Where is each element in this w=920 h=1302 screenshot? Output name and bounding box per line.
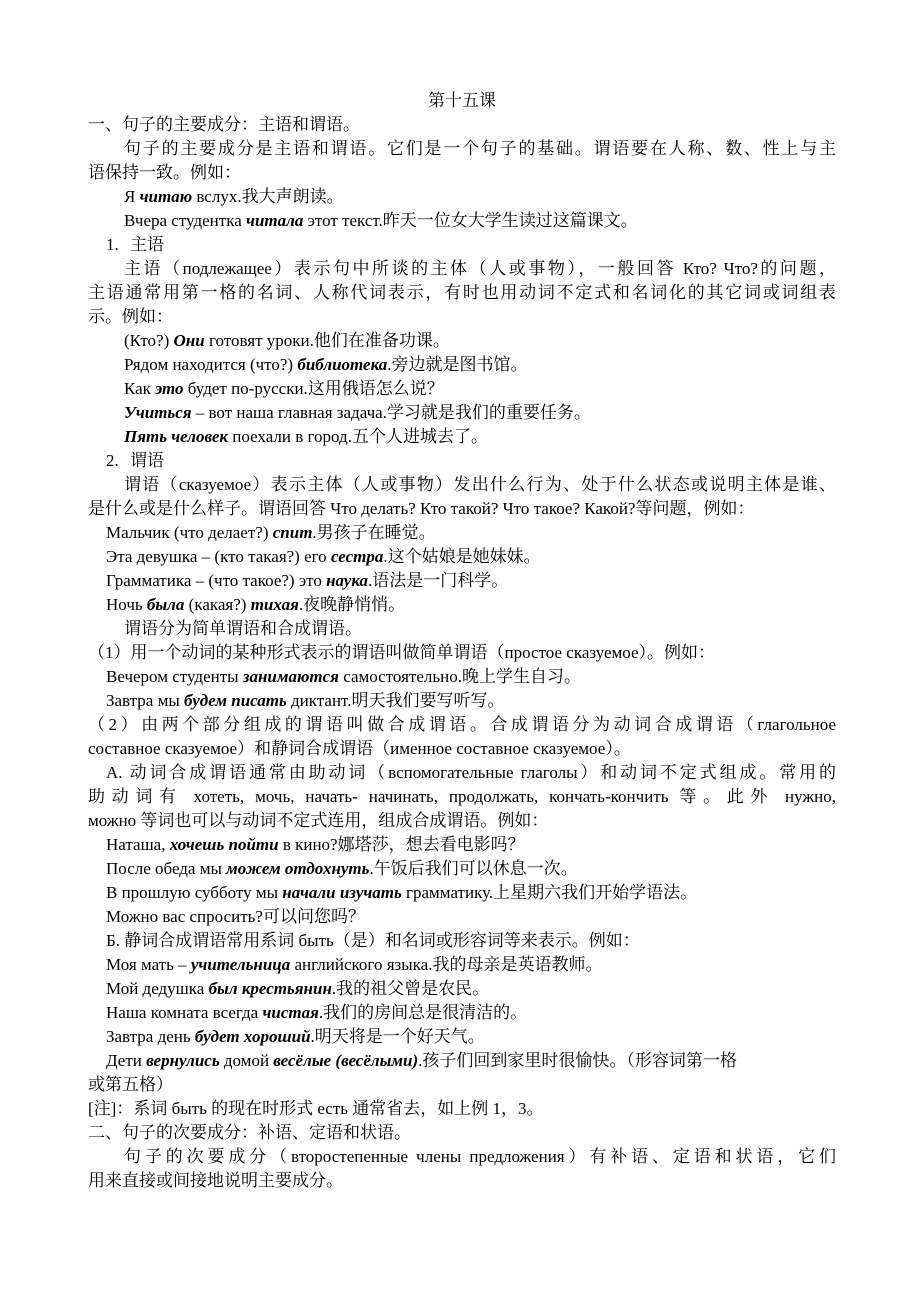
paragraph-line: 主语（подлежащее）表示句中所谈的主体（人或事物），一般回答 Кто? Что?的问题， [124,259,836,278]
example-sentence: Ночь была (какая?) тихая.夜晚静悄悄。 [106,595,406,614]
paragraph-line: 句子的主要成分是主语和谓语。它们是一个句子的基础。谓语要在人称、数、性上与主 [124,139,836,158]
paragraph-line: 句子的次要成分（второстепенные члены предложения）有补语、定语和状语，它们 [124,1147,836,1166]
subsection-heading: 2. 谓语 [106,451,164,470]
example-sentence: Дети вернулись домой весёлые (весёлыми).孩子们回到家里时很愉快。（形容词第一格 [106,1051,737,1070]
paragraph-line: 主语通常用第一格的名词、人称代词表示，有时也用动词不定式和名词化的其它词或词组表 [88,283,836,302]
subsection-heading: 1. 主语 [106,235,164,254]
example-sentence: Наташа, хочешь пойти в кино?娜塔莎，想去看电影吗？ [106,835,525,854]
paragraph-line: A. 动词合成谓语通常由助动词（вспомогательные глаголы）和动词不定式组成。常用的 [106,763,836,782]
example-sentence: В прошлую субботу мы начали изучать грамматику.上星期六我们开始学语法。 [106,883,698,902]
note: [注]：系词 быть 的现在时形式 есть 通常省去，如上例 1，3。 [88,1099,544,1118]
section-heading: 一、句子的主要成分：主语和谓语。 [88,115,360,134]
example-sentence: Завтра мы будем писать диктант.明天我们要写听写。 [106,691,505,710]
paragraph-line: составное сказуемое）和静词合成谓语（именное составное сказуемое）。 [88,739,631,758]
example-sentence: Эта девушка – (кто такая?) его сестра.这个姑娘是她妹妹。 [106,547,541,566]
example-sentence: Грамматика – (что такое?) это наука.语法是一门科学。 [106,571,509,590]
page-title: 第十五课 [428,91,496,110]
example-sentence: (Кто?) Они готовят уроки.他们在准备功课。 [124,331,450,350]
paragraph-line: （2）由两个部分组成的谓语叫做合成谓语。合成谓语分为动词合成谓语（глагольное [88,715,836,734]
example-sentence: Наша комната всегда чистая.我们的房间总是很清洁的。 [106,1003,528,1022]
example-sentence: Вечером студенты занимаются самостоятельно.晚上学生自习。 [106,667,581,686]
paragraph-line: 或第五格） [88,1075,173,1094]
paragraph-line: можно 等词也可以与动词不定式连用，组成合成谓语。例如： [88,811,549,830]
paragraph-line: 谓语分为简单谓语和合成谓语。 [124,619,362,638]
example-sentence: Я читаю вслух.我大声朗读。 [124,187,344,206]
paragraph-line: 示。例如： [88,307,173,326]
example-sentence: Мой дедушка был крестьянин.我的祖父曾是农民。 [106,979,490,998]
paragraph-line: 助动词有 хотеть, мочь, начать- начинать, продолжать, кончать-кончить 等。此外 нужно, [88,787,836,806]
paragraph-line: （1）用一个动词的某种形式表示的谓语叫做简单谓语（простое сказуемое）。例如： [88,643,716,662]
example-sentence: Можно вас спросить?可以问您吗？ [106,907,365,926]
paragraph-line: 用来直接或间接地说明主要成分。 [88,1171,343,1190]
paragraph-line: 是什么或是什么样子。谓语回答 Что делать? Кто такой? Что такое? Какой?等问题，例如： [88,499,755,518]
example-sentence: После обеда мы можем отдохнуть.午饭后我们可以休息一次。 [106,859,578,878]
example-sentence: Мальчик (что делает?) спит.男孩子在睡觉。 [106,523,436,542]
example-sentence: Как это будет по-русски.这用俄语怎么说？ [124,379,444,398]
example-sentence: Завтра день будет хороший.明天将是一个好天气。 [106,1027,485,1046]
paragraph-line: Б. 静词合成谓语常用系词 быть（是）和名词或形容词等来表示。例如： [106,931,640,950]
example-sentence: Пять человек поехали в город.五个人进城去了。 [124,427,488,446]
example-sentence: Рядом находится (что?) библиотека.旁边就是图书馆。 [124,355,528,374]
example-sentence: Моя мать – учительница английского языка.我的母亲是英语教师。 [106,955,603,974]
example-sentence: Учиться – вот наша главная задача.学习就是我们的重要任务。 [124,403,591,422]
paragraph-line: 语保持一致。例如： [88,163,241,182]
document-body [88,89,836,1193]
example-sentence: Вчера студентка читала этот текст.昨天一位女大学生读过这篇课文。 [124,211,638,230]
section-heading: 二、句子的次要成分：补语、定语和状语。 [88,1123,411,1142]
paragraph-line: 谓语（сказуемое）表示主体（人或事物）发出什么行为、处于什么状态或说明主体是谁、 [124,475,836,494]
